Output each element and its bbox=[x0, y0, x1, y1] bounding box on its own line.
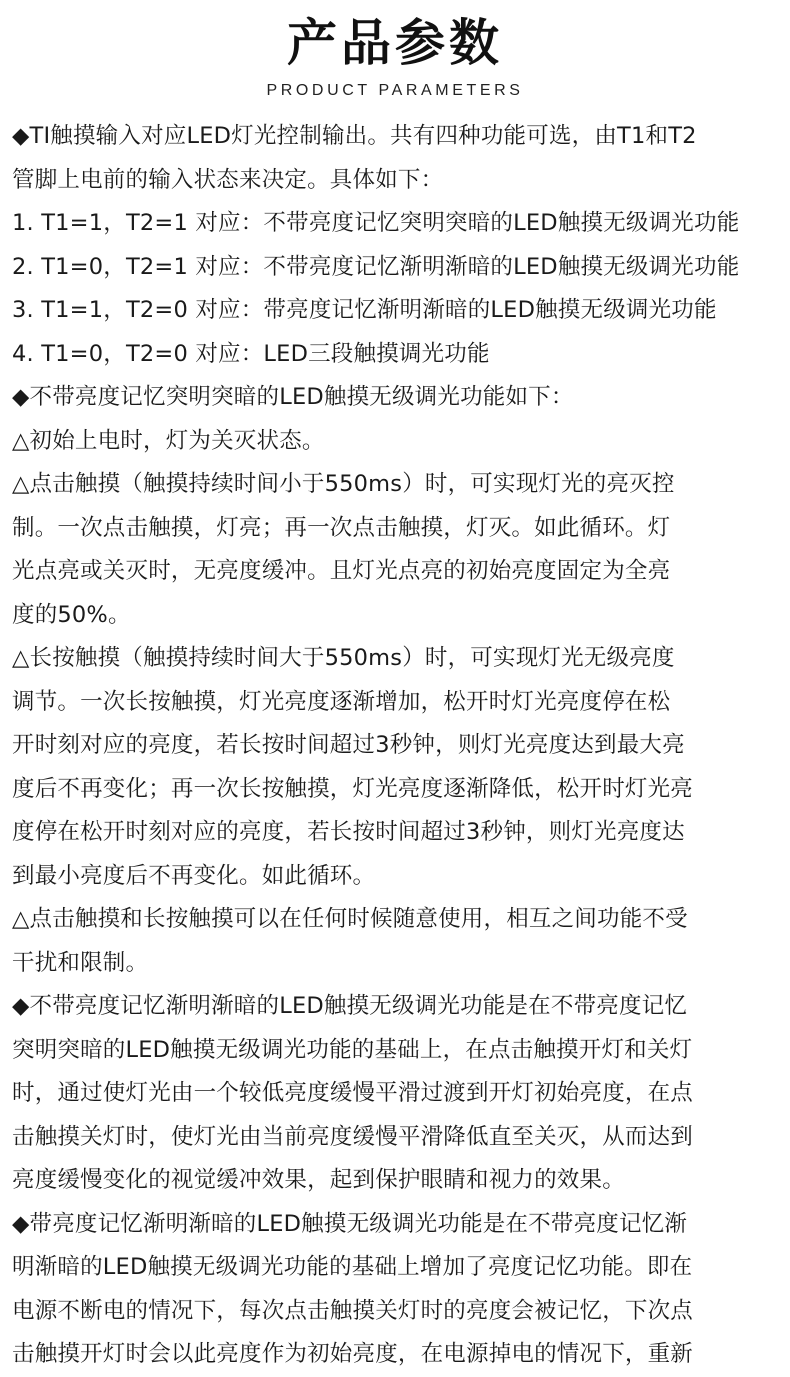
text-line: 击触摸关灯时，使灯光由当前亮度缓慢平滑降低直至关灭，从而达到 bbox=[12, 1123, 694, 1150]
text-line: ◆不带亮度记忆突明突暗的LED触摸无级调光功能如下： bbox=[12, 384, 574, 410]
text-line: 光点亮或关灭时，无亮度缓冲。且灯光点亮的初始亮度固定为全亮 bbox=[12, 558, 671, 584]
page-subtitle: PRODUCT PARAMETERS bbox=[266, 82, 524, 99]
text-line: 调节。一次长按触摸，灯光亮度逐渐增加，松开时灯光亮度停在松 bbox=[12, 688, 671, 715]
parameter-text-body bbox=[12, 115, 784, 1377]
text-line: 3. T1=1，T2=0 对应：带亮度记忆渐明渐暗的LED触摸无级调光功能 bbox=[12, 297, 717, 323]
text-line: 干扰和限制。 bbox=[12, 949, 149, 976]
text-line: △点击触摸（触摸持续时间小于550ms）时，可实现灯光的亮灭控 bbox=[12, 471, 675, 497]
text-line: 2. T1=0，T2=1 对应：不带亮度记忆渐明渐暗的LED触摸无级调光功能 bbox=[12, 253, 740, 280]
text-line: 管脚上电前的输入状态来决定。具体如下： bbox=[12, 166, 444, 193]
text-line: ◆TI触摸输入对应LED灯光控制输出。共有四种功能可选，由T1和T2 bbox=[12, 123, 697, 149]
text-line: 突明突暗的LED触摸无级调光功能的基础上，在点击触摸开灯和关灯 bbox=[12, 1036, 693, 1063]
text-line: 度的50%。 bbox=[12, 601, 131, 628]
text-line: 明渐暗的LED触摸无级调光功能的基础上增加了亮度记忆功能。即在 bbox=[12, 1254, 693, 1280]
text-line: 时，通过使灯光由一个较低亮度缓慢平滑过渡到开灯初始亮度，在点 bbox=[12, 1080, 694, 1106]
text-line: 到最小亮度后不再变化。如此循环。 bbox=[12, 862, 376, 889]
text-line: 度后不再变化；再一次长按触摸，灯光亮度逐渐降低，松开时灯光亮 bbox=[12, 775, 694, 802]
text-line: ◆不带亮度记忆渐明渐暗的LED触摸无级调光功能是在不带亮度记忆 bbox=[12, 993, 688, 1019]
text-line: 1. T1=1，T2=1 对应：不带亮度记忆突明突暗的LED触摸无级调光功能 bbox=[12, 210, 740, 236]
text-line: 度停在松开时刻对应的亮度，若长按时间超过3秒钟，则灯光亮度达 bbox=[12, 819, 685, 845]
text-line: 4. T1=0，T2=0 对应：LED三段触摸调光功能 bbox=[12, 340, 490, 367]
text-line: 击触摸开灯时会以此亮度作为初始亮度，在电源掉电的情况下，重新 bbox=[12, 1341, 694, 1367]
text-line: △初始上电时，灯为关灭状态。 bbox=[12, 427, 325, 454]
text-line: ◆带亮度记忆渐明渐暗的LED触摸无级调光功能是在不带亮度记忆渐 bbox=[12, 1210, 688, 1237]
text-line: 制。一次点击触摸，灯亮；再一次点击触摸，灯灭。如此循环。灯 bbox=[12, 514, 671, 541]
page-title: 产品参数 bbox=[287, 14, 503, 72]
text-line: 亮度缓慢变化的视觉缓冲效果，起到保护眼睛和视力的效果。 bbox=[12, 1167, 625, 1193]
text-line: △长按触摸（触摸持续时间大于550ms）时，可实现灯光无级亮度 bbox=[12, 645, 675, 671]
text-line: 电源不断电的情况下，每次点击触摸关灯时的亮度会被记忆，下次点 bbox=[12, 1297, 694, 1324]
text-line: 开时刻对应的亮度，若长按时间超过3秒钟，则灯光亮度达到最大亮 bbox=[12, 732, 685, 758]
page-header bbox=[0, 0, 790, 102]
text-line: △点击触摸和长按触摸可以在任何时候随意使用，相互之间功能不受 bbox=[12, 906, 688, 932]
